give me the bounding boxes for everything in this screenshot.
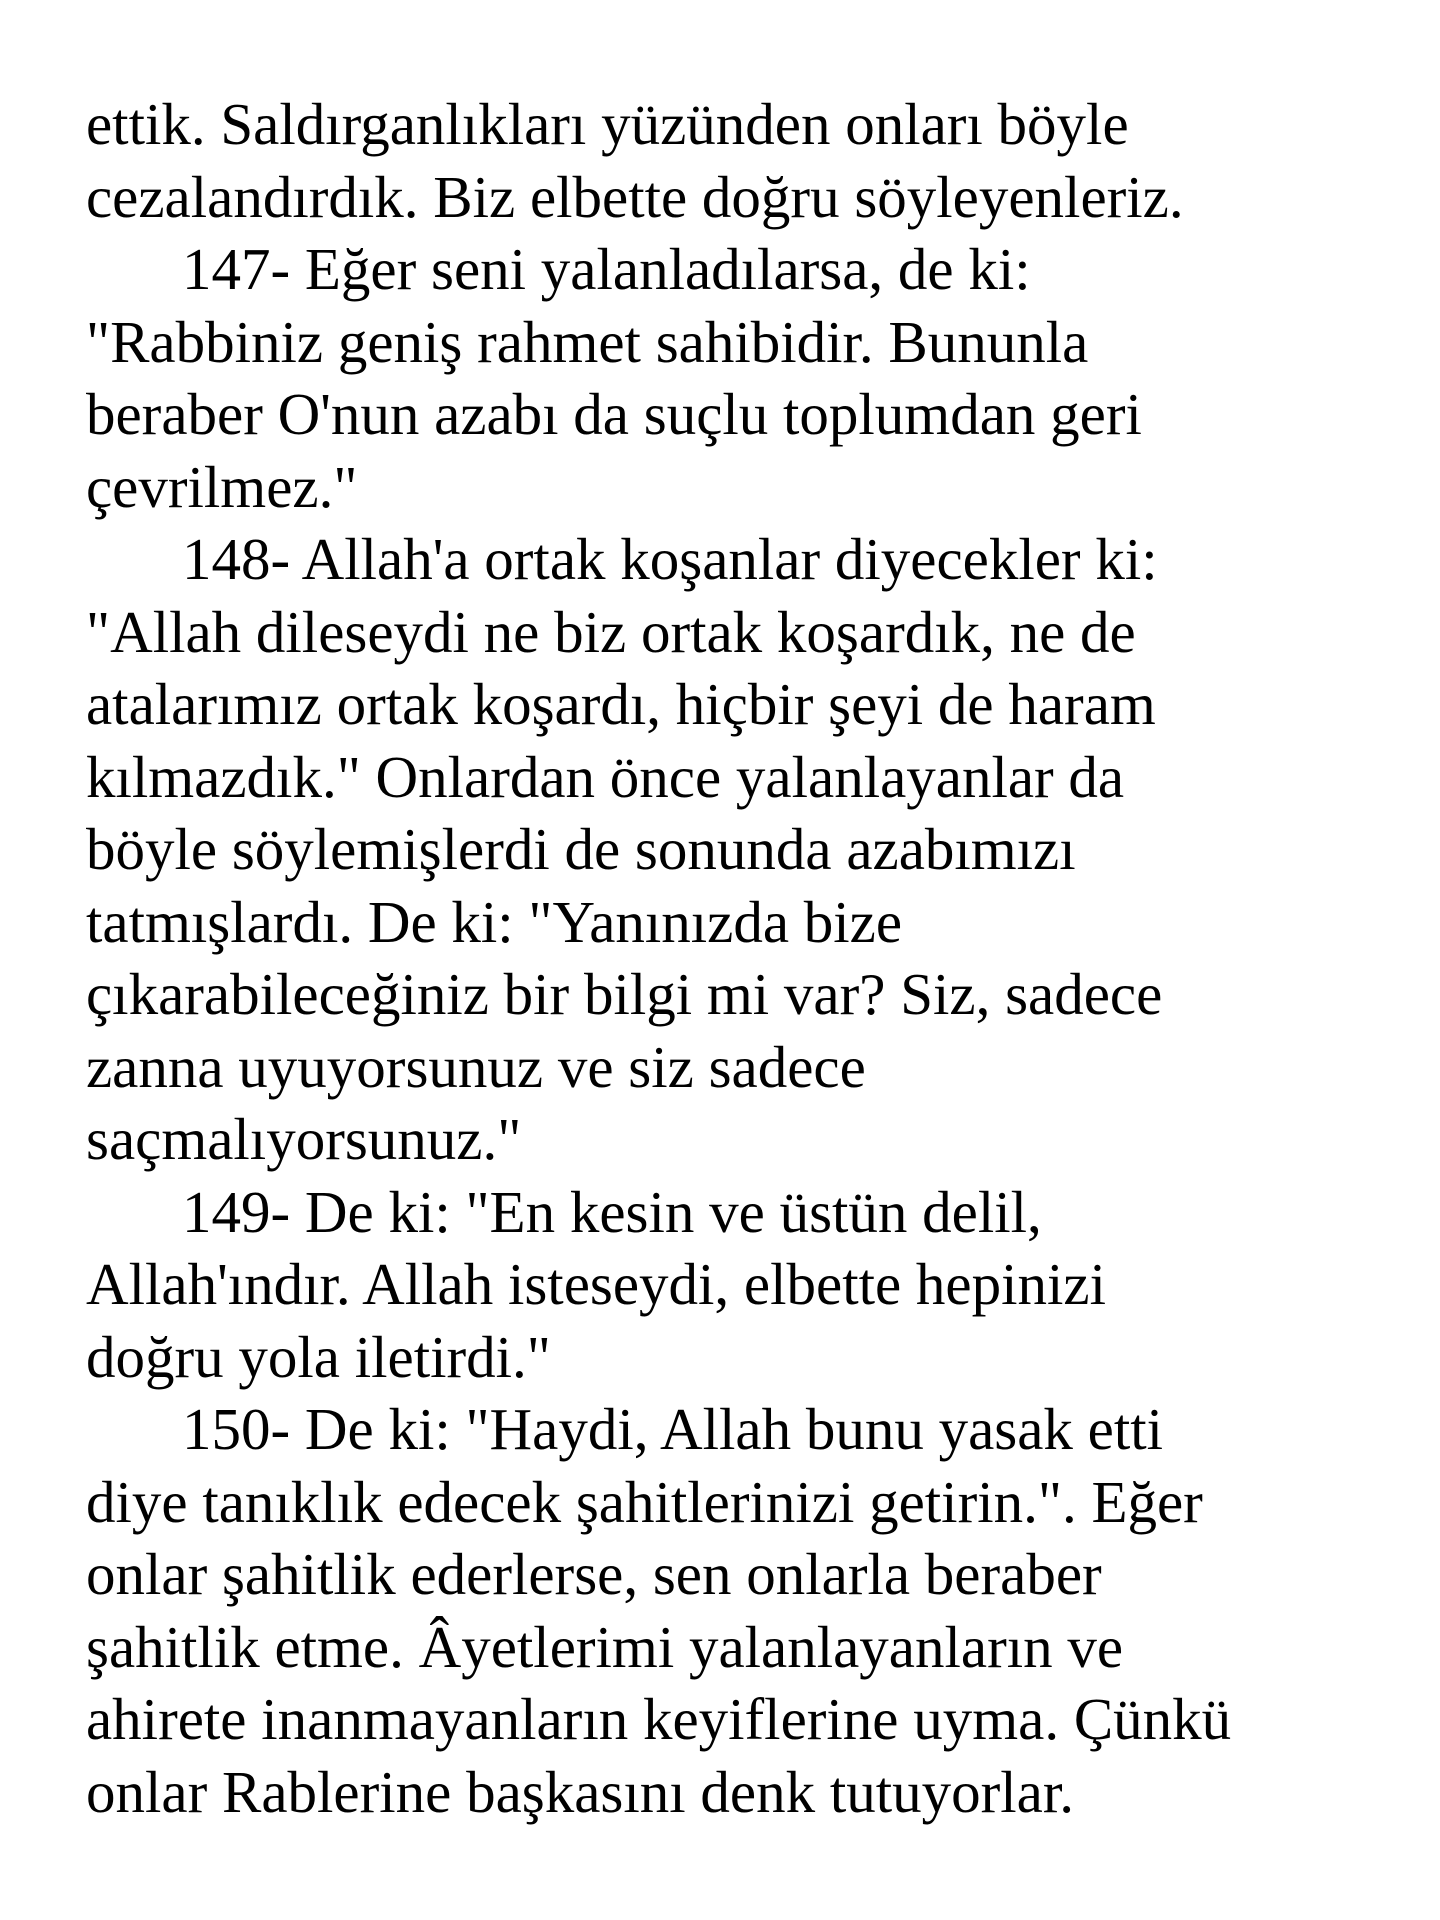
text-line: onlar şahitlik ederlerse, sen onlarla beraber	[86, 1541, 1102, 1607]
text-line: "Rabbiniz geniş rahmet sahibidir. Bununla	[86, 308, 1089, 375]
text-line: cezalandırdık. Biz elbette doğru söyleyenleriz.	[86, 163, 1184, 230]
text-line: zanna uyuyorsunuz ve siz sadece	[86, 1033, 866, 1100]
text-line: böyle söylemişlerdi de sonunda azabımızı	[86, 816, 1076, 882]
text-line: tatmışlardı. De ki: "Yanınızda bize	[86, 888, 903, 955]
verse-148-start: 148- Allah'a ortak koşanlar diyecekler ki:	[182, 526, 1158, 592]
verse-149-start: 149- De ki: "En kesin ve üstün delil,	[182, 1178, 1042, 1245]
text-line: saçmalıyorsunuz."	[86, 1106, 522, 1172]
text-line: diye tanıklık edecek şahitlerinizi getirin.". Eğer	[86, 1468, 1203, 1535]
verse-147-start: 147- Eğer seni yalanladılarsa, de ki:	[182, 236, 1031, 302]
text-line: çevrilmez."	[86, 453, 358, 520]
verse-150-start: 150- De ki: "Haydi, Allah bunu yasak etti	[182, 1396, 1164, 1462]
document-page	[86, 88, 1406, 1828]
text-line: ahirete inanmayanların keyiflerine uyma. Çünkü	[86, 1686, 1232, 1752]
text-line: atalarımız ortak koşardı, hiçbir şeyi de haram	[86, 671, 1156, 737]
text-line: Allah'ındır. Allah isteseydi, elbette hepinizi	[86, 1251, 1106, 1317]
text-line: "Allah dileseydi ne biz ortak koşardık, ne de	[86, 598, 1136, 665]
text-line: beraber O'nun azabı da suçlu toplumdan geri	[86, 381, 1142, 447]
text-line: çıkarabileceğiniz bir bilgi mi var? Siz, sadece	[86, 961, 1163, 1027]
text-line: ettik. Saldırganlıkları yüzünden onları böyle	[86, 91, 1129, 157]
text-line: doğru yola iletirdi."	[86, 1323, 551, 1390]
text-line: kılmazdık." Onlardan önce yalanlayanlar da	[86, 743, 1125, 810]
text-line: onlar Rablerine başkasını denk tutuyorlar.	[86, 1758, 1074, 1825]
text-line: şahitlik etme. Âyetlerimi yalanlayanların ve	[86, 1613, 1124, 1680]
